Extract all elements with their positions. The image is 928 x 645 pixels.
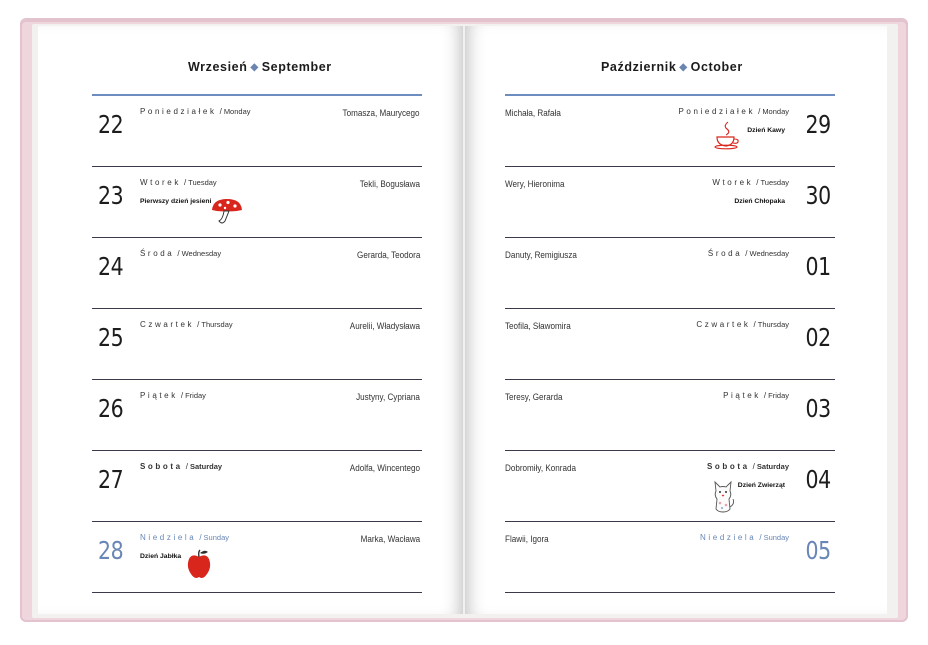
name-day: Aurelii, Władysława [349, 321, 420, 331]
cat-icon [711, 479, 735, 513]
name-day: Teofila, Sławomira [505, 321, 571, 331]
name-day: Wery, Hieronima [505, 179, 565, 189]
weekday-label: Piątek / Friday [723, 391, 789, 400]
day-row [92, 380, 422, 451]
row-rule [505, 592, 835, 593]
name-day: Teresy, Gerarda [505, 392, 563, 402]
weekday-label: Niedziela / Sunday [140, 533, 229, 542]
name-day: Flawii, Igora [505, 534, 549, 544]
name-day: Danuty, Remigiusza [505, 250, 577, 260]
weekday-label: Sobota / Saturday [140, 462, 223, 471]
name-day: Dobromiły, Konrada [505, 463, 576, 473]
day-number: 27 [98, 465, 124, 494]
weekday-label: Wtorek / Tuesday [140, 178, 217, 187]
day-number: 29 [805, 110, 831, 139]
name-day: Tomasza, Maurycego [343, 108, 420, 118]
name-day: Marka, Wacława [360, 534, 420, 544]
day-row [505, 380, 835, 451]
name-day: Michała, Rafała [505, 108, 561, 118]
mushroom-icon [210, 197, 244, 227]
day-row [92, 522, 422, 593]
day-row [505, 238, 835, 309]
diamond-separator-icon: ◆ [250, 62, 259, 73]
weekday-label: Czwartek / Thursday [140, 320, 233, 329]
day-row [92, 309, 422, 380]
day-number: 23 [98, 181, 124, 210]
right-page [465, 26, 887, 614]
holiday-label: Pierwszy dzień jesieni [140, 198, 212, 205]
day-number: 02 [805, 323, 831, 352]
month-name-en: September [261, 60, 332, 74]
month-name-pl: Wrzesień [188, 60, 248, 74]
day-number: 26 [98, 394, 124, 423]
day-number: 01 [805, 252, 831, 281]
holiday-label: Dzień Zwierząt [737, 482, 785, 489]
day-row [505, 167, 835, 238]
day-row [505, 451, 835, 522]
day-row [505, 309, 835, 380]
weekday-label: Poniedziałek / Monday [140, 107, 251, 116]
day-row [505, 96, 835, 167]
row-rule [92, 592, 422, 593]
month-name-en: October [690, 60, 743, 74]
holiday-label: Dzień Jabłka [140, 553, 182, 560]
month-name-pl: Październik [601, 60, 677, 74]
day-number: 30 [805, 181, 831, 210]
day-row [92, 451, 422, 522]
weekday-label: Piątek / Friday [140, 391, 206, 400]
day-row [505, 522, 835, 593]
weekday-label: Czwartek / Thursday [696, 320, 789, 329]
name-day: Justyny, Cypriana [356, 392, 420, 402]
day-number: 22 [98, 110, 124, 139]
name-day: Adolfa, Wincentego [349, 463, 420, 473]
coffee-cup-icon [712, 120, 742, 150]
day-number: 05 [805, 536, 831, 565]
day-row [92, 238, 422, 309]
day-number: 03 [805, 394, 831, 423]
name-day: Tekli, Bogusława [359, 179, 420, 189]
weekday-label: Sobota / Saturday [706, 462, 789, 471]
weekday-label: Wtorek / Tuesday [712, 178, 789, 187]
day-number: 24 [98, 252, 124, 281]
day-number: 25 [98, 323, 124, 352]
apple-icon [186, 549, 212, 580]
month-title-right [601, 60, 743, 74]
name-day: Gerarda, Teodora [356, 250, 420, 260]
month-title-left [188, 60, 332, 74]
holiday-label: Dzień Chłopaka [734, 198, 785, 205]
weekday-label: Poniedziałek / Monday [678, 107, 789, 116]
day-number: 28 [98, 536, 124, 565]
day-row [92, 96, 422, 167]
weekday-label: Niedziela / Sunday [700, 533, 789, 542]
day-number: 04 [805, 465, 831, 494]
day-row [92, 167, 422, 238]
weekday-label: Środa / Wednesday [707, 249, 789, 258]
diamond-separator-icon: ◆ [679, 62, 688, 73]
weekday-label: Środa / Wednesday [140, 249, 222, 258]
holiday-label: Dzień Kawy [747, 127, 785, 134]
left-page [38, 26, 463, 614]
